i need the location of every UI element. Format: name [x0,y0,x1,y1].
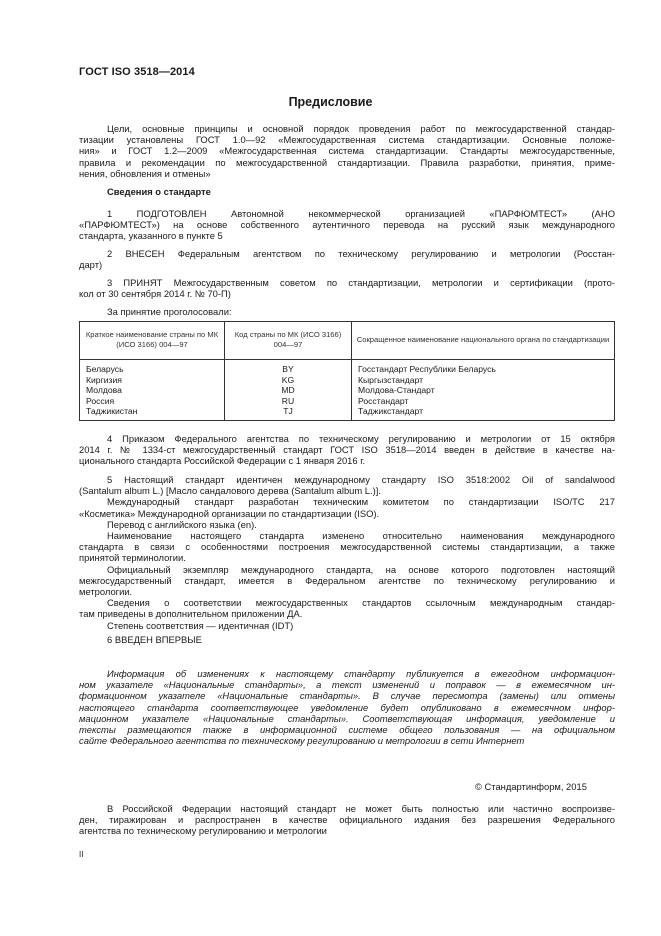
cell-country: Таджикистан [80,406,225,420]
item-5-line: стандарта в связи с особенностями построения межгосударственной системы стандартизации, а также [79,541,615,553]
document-code: ГОСТ ISO 3518—2014 [79,66,195,78]
cell-code: RU [225,396,352,407]
notice-line: тексты размещаются также в информационной системе общего пользования — на официальном [79,724,615,736]
item-4-line: ционального стандарта Российской Федерации с 1 января 2016 г. [79,455,366,467]
cell-body: Таджикстандарт [352,406,615,420]
cell-body: Росстандарт [352,396,615,407]
intro-line: нения, обновления и отмены» [79,167,211,179]
notice-line: Информация об изменениях к настоящему стандарту публикуется в ежегодном информацион- [107,668,615,679]
item-5-line: межгосударственный стандарт, имеется в Федеральном агентстве по техническому регулированию и [79,574,615,586]
table-row [80,396,615,407]
notice-line: настоящего стандарта соответствующее уведомление будет опубликовано в ежемесячном инфор- [79,701,615,713]
cell-country: Россия [80,396,225,407]
cell-country: Молдова [80,385,225,396]
notice-line: формационном указателе «Национальные стандарты». В случае пересмотра (замены) или отмены [79,690,615,702]
table-header-row [80,322,615,360]
item-3 [79,277,615,299]
item-5-line: Наименование настоящего стандарта изменено относительно наименования международного [107,530,615,542]
voting-countries-table [79,321,615,421]
item-4-line: 2014 г. № 1334-ст межгосударственный стандарт ГОСТ ISO 3518—2014 введен в действие в качестве на- [79,444,615,456]
item-1-line: стандарта, указанного в пункте 5 [79,230,223,242]
cell-body: Кыргызстандарт [352,375,615,386]
item-5-line: Степень соответствия — идентичная (IDT) [107,619,294,631]
table-row [80,375,615,386]
reproduction-line: ден, тиражирован и распространен в качестве официального издания без разрешения Федерального [79,814,615,826]
item-1-line: «ПАРФЮМТЕСТ») на основе собственного аутентичного перевода на русский язык международного [79,219,615,231]
intro-line: правила и рекомендации по межгосударственной стандартизации. Правила разработки, принятия, приме- [79,156,615,168]
item-5-line: Перевод с английского языка (en). [107,518,257,530]
cell-code: KG [225,375,352,386]
item-3-line: 3 ПРИНЯТ Межгосударственным советом по стандартизации, метрологии и сертификации (прото- [107,277,615,288]
item-4 [79,433,615,467]
table-row [80,385,615,396]
item-5-line: Официальный экземпляр международного стандарта, на основе которого подготовлен настоящий [107,563,615,575]
cell-code: MD [225,385,352,396]
copyright: © Стандартинформ, 2015 [475,781,587,792]
notice-line: сайте Федерального агентства по техническому регулированию и метрологии в сети Интернет [79,735,525,747]
col-header-code: Код страны по МК (ИСО 3166) 004—97 [225,322,352,360]
cell-country: Беларусь [80,360,225,375]
item-5-line: «Косметика» Международной организации по стандартизации (ISO). [79,507,380,519]
cell-code: TJ [225,406,352,420]
change-notice [79,668,615,746]
item-4-line: 4 Приказом Федерального агентства по техническому регулированию и метрологии от 15 октября [107,433,615,444]
item-5-line: Международный стандарт разработан техническим комитетом по стандартизации ISO/TC 217 [107,496,615,508]
intro-line: ния» и ГОСТ 1.2—2009 «Межгосударственная система стандартизации. Стандарты межгосударственные, [79,145,615,157]
reproduction-line: В Российской Федерации настоящий стандарт не может быть полностью или частично воспроизве- [107,803,615,814]
item-5-line: Сведения о соответствии межгосударственных стандартов ссылочным международным стандар- [107,597,615,609]
reproduction-notice [79,803,615,837]
item-5-line: 5 Настоящий стандарт идентичен международному стандарту ISO 3518:2002 Oil of sandalwood [107,474,615,485]
table-row [80,360,615,375]
cell-body: Молдова-Стандарт [352,385,615,396]
item-5-line: (Santalum album L.) [Масло сандалового дерева (Santalum album L.)]. [79,485,381,497]
item-1-line: 1 ПОДГОТОВЛЕН Автономной некоммерческой организацией «ПАРФЮМТЕСТ» (АНО [107,208,615,219]
cell-code: BY [225,360,352,375]
col-header-country: Краткое наименование страны по МК (ИСО 3166) 004—97 [80,322,225,360]
intro-line: Цели, основные принципы и основной порядок проведения работ по межгосударственной стандар- [107,123,615,134]
item-2-line: дарт) [79,259,103,271]
page-number: II [79,850,84,859]
item-6: 6 ВВЕДЕН ВПЕРВЫЕ [107,634,202,645]
intro-line: тизации установлены ГОСТ 1.0—92 «Межгосударственная система стандартизации. Основные положе- [79,134,615,146]
intro-paragraph [79,123,615,179]
table-row [80,406,615,420]
item-2 [79,248,615,270]
item-5 [79,474,615,631]
reproduction-line: агентства по техническому регулированию и метрологии [79,825,327,837]
item-1 [79,208,615,242]
cell-body: Госстандарт Республики Беларусь [352,360,615,375]
item-5-line: метрологии. [79,586,133,598]
item-3-line: кол от 30 сентября 2014 г. № 70-П) [79,288,231,300]
notice-line: мационном указателе «Национальные стандарты». Соответствующая информация, уведомление и [79,712,615,724]
col-header-body: Сокращенное наименование национального органа по стандартизации [352,322,615,360]
foreword-title: Предисловие [288,95,373,109]
cell-country: Киргизия [80,375,225,386]
item-2-line: 2 ВНЕСЕН Федеральным агентством по техническому регулированию и метрологии (Росстан- [107,248,615,259]
notice-line: ном указателе «Национальные стандарты», а текст изменений и поправок — в ежемесячном ин- [79,679,615,691]
item-5-line: принятой терминологии. [79,552,186,564]
about-standard-heading: Сведения о стандарте [107,186,211,197]
item-5-line: там приведены в дополнительном приложении ДА. [79,608,303,620]
voted-label: За принятие проголосовали: [107,306,232,317]
